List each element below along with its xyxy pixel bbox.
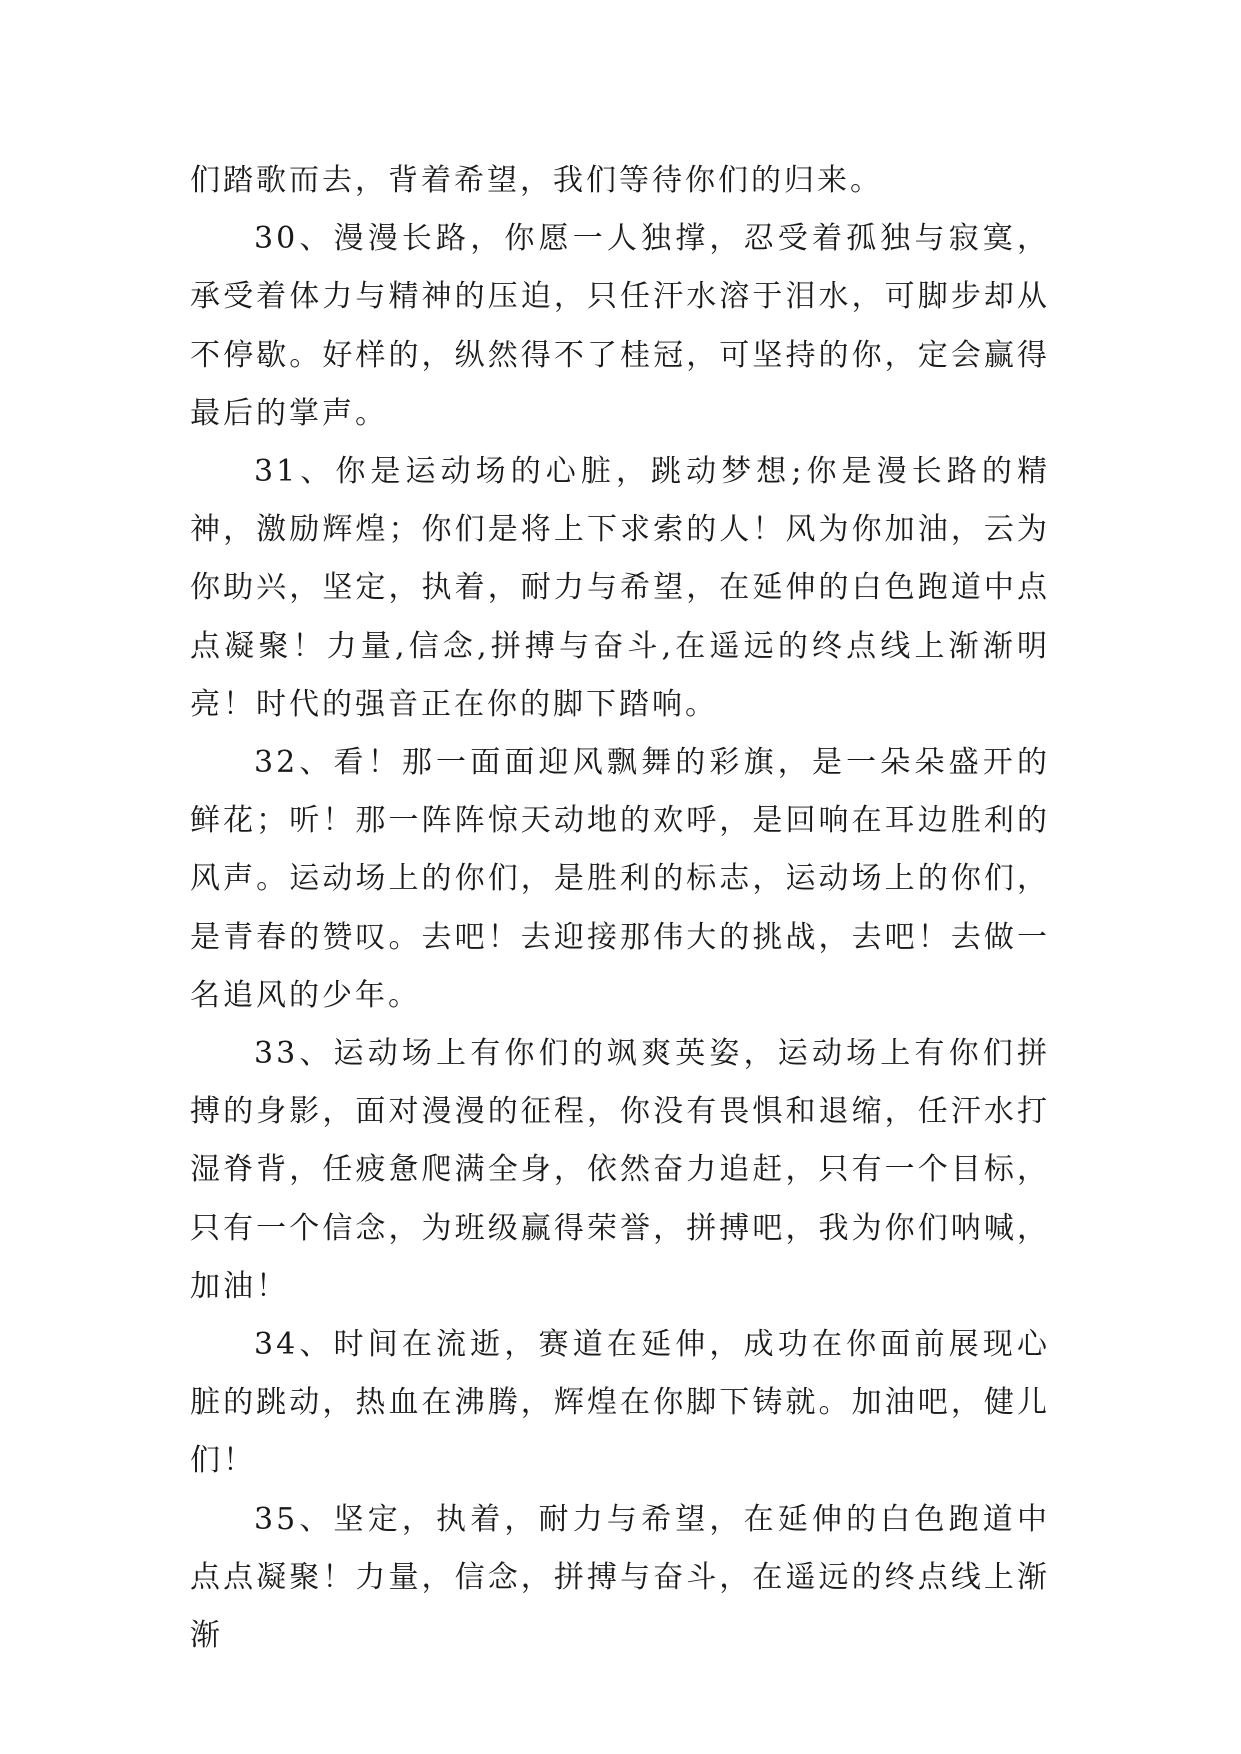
paragraph-33: 33、运动场上有你们的飒爽英姿，运动场上有你们拼搏的身影，面对漫漫的征程，你没有畏惧和退缩，任汗水打湿脊背，任疲惫爬满全身，依然奋力追赶，只有一个目标，只有一个信念，为班级赢得荣誉，拼搏吧，我为你们呐喊，加油！ <box>190 1036 1050 1304</box>
paragraph-31: 31、你是运动场的心脏，跳动梦想;你是漫长路的精神，激励辉煌；你们是将上下求索的人！风为你加油，云为你助兴，坚定，执着，耐力与希望，在延伸的白色跑道中点点凝聚！力量,信念,拼搏与奋斗,在遥远的终点线上渐渐明亮！时代的强音正在你的脚下踏响。 <box>190 454 1050 722</box>
paragraph-30: 30、漫漫长路，你愿一人独撑，忍受着孤独与寂寞，承受着体力与精神的压迫，只任汗水溶于泪水，可脚步却从不停歇。好样的，纵然得不了桂冠，可坚持的你，定会赢得最后的掌声。 <box>190 221 1050 431</box>
paragraph-32: 32、看！那一面面迎风飘舞的彩旗，是一朵朵盛开的鲜花；听！那一阵阵惊天动地的欢呼，是回响在耳边胜利的风声。运动场上的你们，是胜利的标志，运动场上的你们，是青春的赞叹。去吧！去迎接那伟大的挑战，去吧！去做一名追风的少年。 <box>190 745 1050 1013</box>
paragraph-continuation: 们踏歌而去，背着希望，我们等待你们的归来。 <box>190 163 883 198</box>
paragraph-35: 35、坚定，执着，耐力与希望，在延伸的白色跑道中点点凝聚！力量，信念，拼搏与奋斗，在遥远的终点线上渐渐 <box>190 1501 1050 1654</box>
document-page <box>190 152 1050 1665</box>
paragraph-34: 34、时间在流逝，赛道在延伸，成功在你面前展现心脏的跳动，热血在沸腾，辉煌在你脚下铸就。加油吧，健儿们！ <box>190 1327 1050 1479</box>
